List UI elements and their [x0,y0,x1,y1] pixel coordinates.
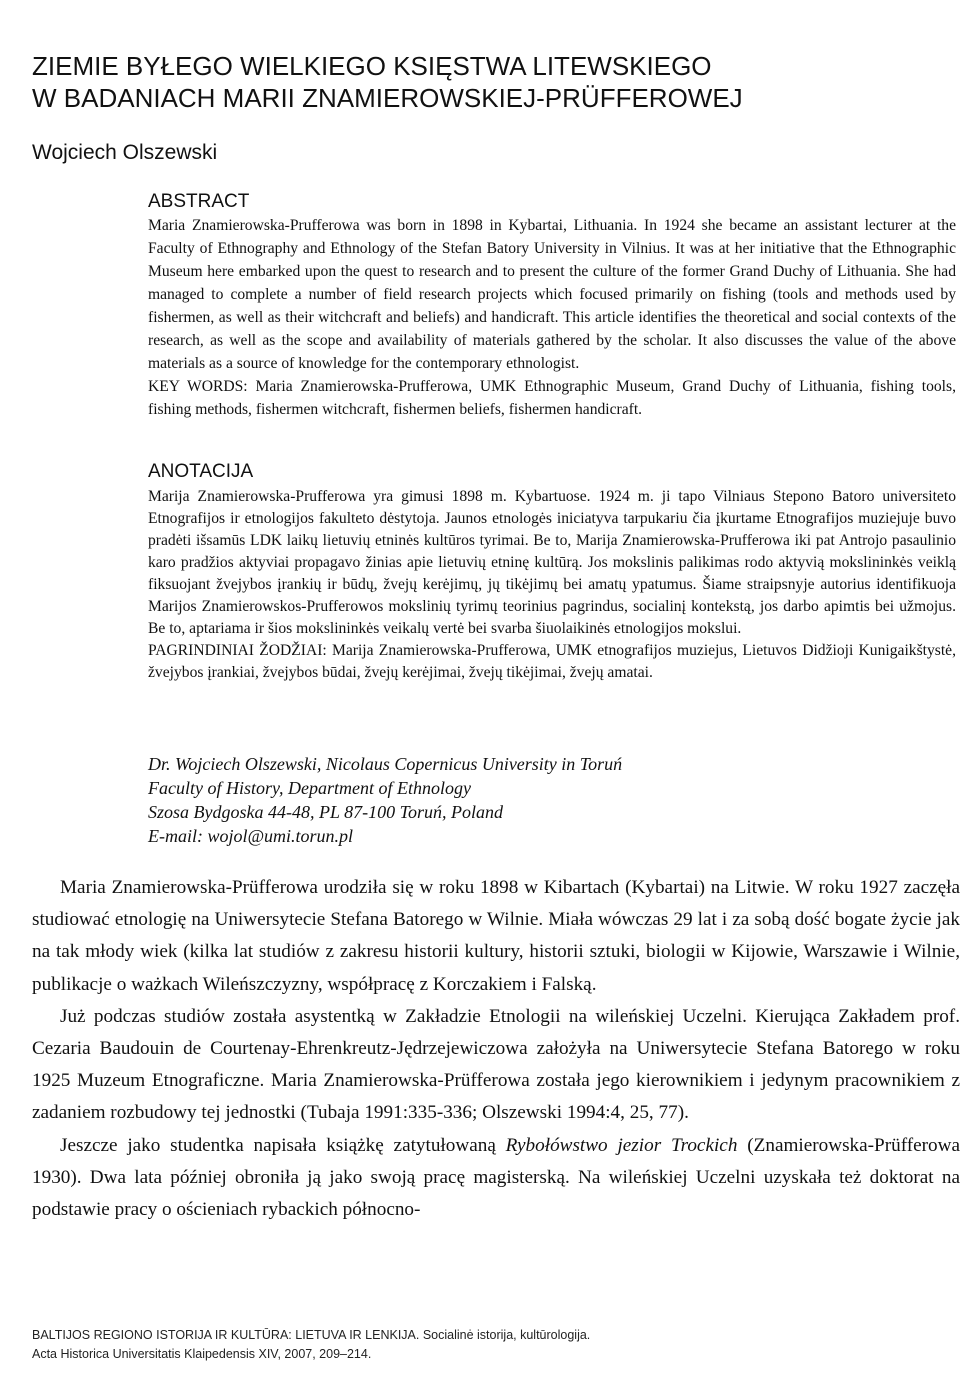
anotacija-section [148,460,956,684]
address-email[interactable]: E-mail: wojol@umi.torun.pl [148,826,354,846]
abstract-text: Maria Znamierowska-Prufferowa was born in 1898 in Kybartai, Lithuania. In 1924 she became an assistant lecturer at the Faculty of Ethnography and Ethnology of the Stefan Batory University in Vilnius. It was at her initiative that the Ethnographic Museum here embarked upon the quest to research and to present the culture of the former Grand Duchy of Lithuania. She had managed to complete a number of field research projects which focused primarily on fishing (tools and methods used by fishermen, as well as their witchcraft and beliefs) and handicraft. This article identifies the theoretical and social contexts of the research, as well as the scope and availability of materials gathered by the scholar. It also discusses the value of the above materials as a source of knowledge for the contemporary ethnologist. [148,217,956,372]
article-title [32,50,932,114]
body-paragraph-1: Maria Znamierowska-Prüfferowa urodziła się w roku 1898 w Kibartach (Kybartai) na Litwie. W roku 1927 zaczęła studiować etnologię na Uniwersytecie Stefana Batorego w Wilnie. Miała wówczas 29 lat i za sobą dość bogate życie jak na tak młody wiek (kilka lat studiów z zakresu historii kultury, historii sztuki, biologii w Kijowie, Warszawie i Wilnie, publikacje o ważkach Wileńszczyzny, współpracę z Korczakiem i Falską. [32,877,960,995]
address-line-1: Dr. Wojciech Olszewski, Nicolaus Copernicus University in Toruń [148,754,623,774]
book-title: Rybołówstwo jezior Trockich [505,1134,738,1156]
abstract-heading: ABSTRACT [148,191,250,212]
body-paragraph-3-end: (Znamierowska-Prüfferowa 1930). Dwa lata później obroniła ją jako swoją pracę magisterską. Na wileńskiej Uczelni uzyskała też doktorat na podstawie pracy o ościeniach rybackich północno- [32,1134,960,1221]
anotacija-keywords: PAGRINDINIAI ŽODŽIAI: Marija Znamierowska-Prufferowa, UMK etnografijos muziejus, Lietuvos Didžioji Kunigaikštystė, žvejybos įrankiai, žvejybos būdai, žvejų kerėjimai, žvejų tikėjimai, žvejų amatai. [148,642,956,681]
address-line-2: Faculty of History, Department of Ethnology [148,778,471,798]
abstract-section [148,190,956,421]
title-line-1: ZIEMIE BYŁEGO WIELKIEGO KSIĘSTWA LITEWSKIEGO [32,51,712,81]
footer-line-1: BALTIJOS REGIONO ISTORIJA IR KULTŪRA: LIETUVA IR LENKIJA. Socialinė istorija, kultūrologija. [32,1328,591,1342]
anotacija-heading: ANOTACIJA [148,461,254,482]
author-name: Wojciech Olszewski [32,141,218,164]
article-body [32,872,960,1226]
address-line-3: Szosa Bydgoska 44-48, PL 87-100 Toruń, Poland [148,802,504,822]
anotacija-text: Marija Znamierowska-Prufferowa yra gimusi 1898 m. Kybartuose. 1924 m. ji tapo Vilniaus Stepono Batoro universiteto Etnografijos ir etnologijos fakulteto dėstytoja. Jaunos etnologės iniciatyva tarpukariu čia įkurtame Etnografijos muziejuje buvo pradėti išsamūs LDK laikų lietuvių etninės kultūros tyrimai. Be to, Marija Znamierowska-Prufferowa iki pat Antrojo pasaulinio karo pradžios aktyviai propagavo žinias apie lietuvių etninę kultūrą. Jos mokslinis palikimas rodo aktyvią mokslininkės veiklą fiksuojant žvejybos įrankių ir būdų, žvejų kerėjimų, jų tikėjimų bei amatų ypatumus. Šiame straipsnyje autorius identifikuoja Marijos Znamierowskos-Prufferowos mokslinių tyrimų teorinius pagrindus, socialinį kontekstą, jos darbo apimtis bei užmojus. Be to, aptariama ir šios mokslininkės veikalų vertė bei svarba šiuolaikinės etnologijos mokslui. [148,488,956,637]
author-address [148,752,848,848]
footer-line-2: Acta Historica Universitatis Klaipedensis XIV, 2007, 209–214. [32,1347,372,1361]
abstract-keywords: KEY WORDS: Maria Znamierowska-Prufferowa, UMK Ethnographic Museum, Grand Duchy of Lithuania, fishing tools, fishing methods, fishermen witchcraft, fishermen beliefs, fishermen handicraft. [148,378,956,418]
body-paragraph-3-start: Jeszcze jako studentka napisała książkę zatytułowaną [60,1134,506,1156]
title-line-2: W BADANIACH MARII ZNAMIEROWSKIEJ-PRÜFFEROWEJ [32,83,743,113]
journal-footer [32,1326,932,1364]
body-paragraph-2: Już podczas studiów została asystentką w Zakładzie Etnologii na wileńskiej Uczelni. Kierująca Zakładem prof. Cezaria Baudouin de Courtenay-Ehrenkreutz-Jędrzejewiczowa założyła na Uniwersytecie Stefana Batorego w roku 1925 Muzeum Etnograficzne. Maria Znamierowska-Prüfferowa została jego kierownikiem i jedynym pracownikiem z zadaniem rozbudowy tej jednostki (Tubaja 1991:335-336; Olszewski 1994:4, 25, 77). [32,1005,960,1124]
body-paragraph-3 [32,1130,960,1227]
